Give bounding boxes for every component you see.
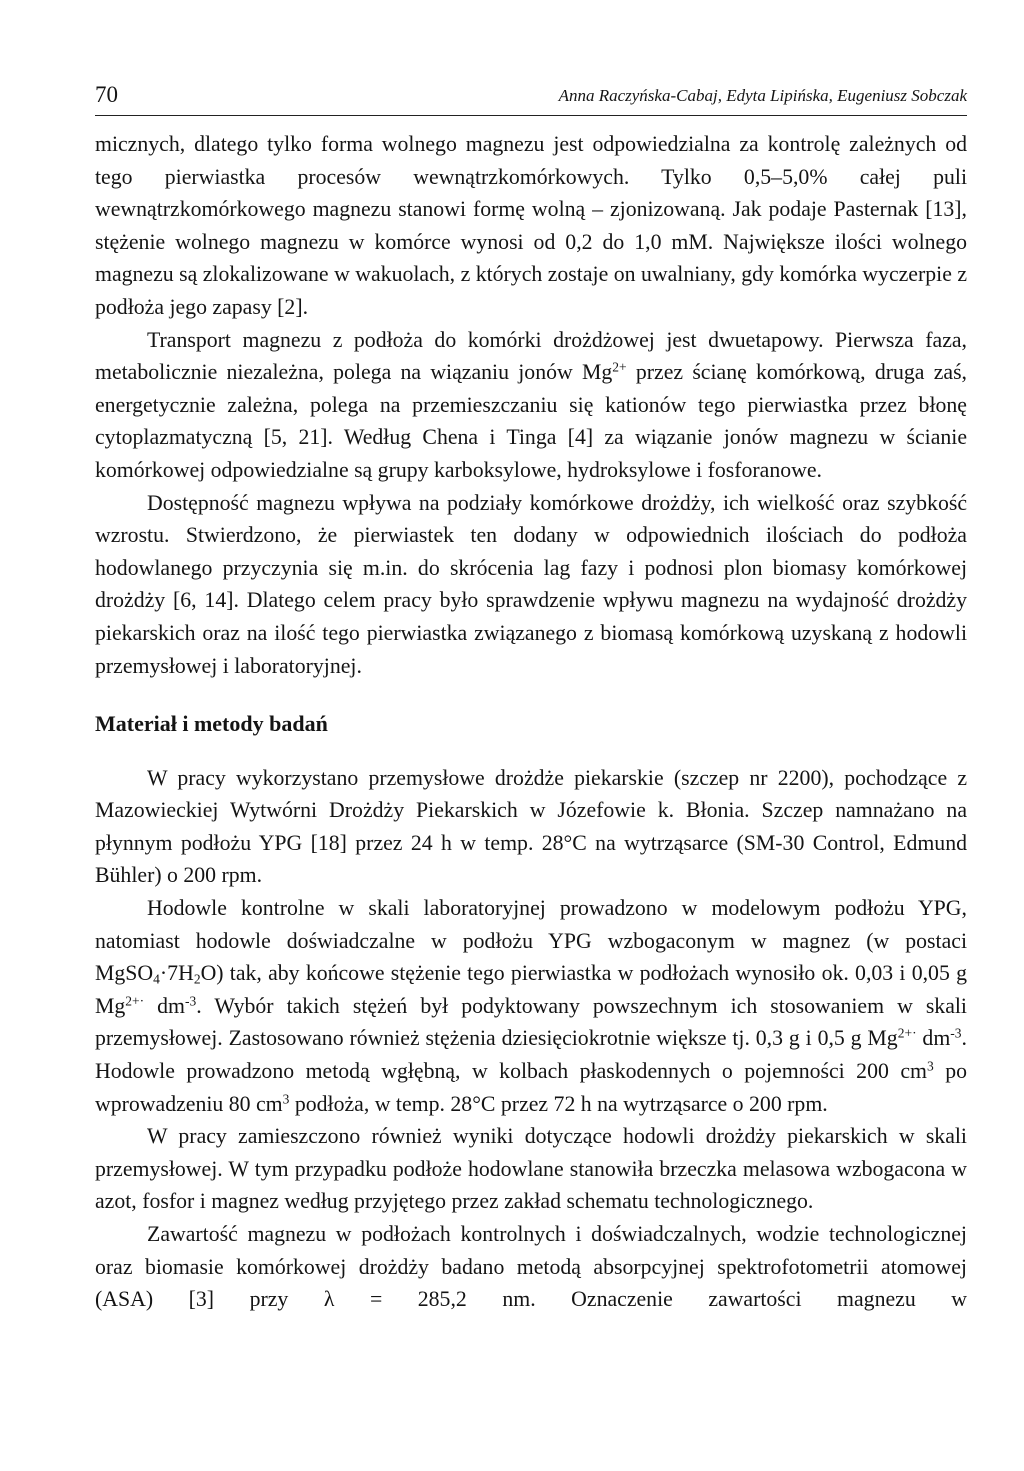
paragraph-3: Dostępność magnezu wpływa na podziały komórkowe drożdży, ich wielkość oraz szybkość wzrostu. Stwierdzono, że pierwiastek ten dodany w odpowiednich ilościach do podłoża hodowlanego przyczynia się m.in. do skrócenia lag fazy i podnosi plon biomasy komórkowej drożdży [6, 14]. Dlatego celem pracy było sprawdzenie wpływu magnezu na wydajność drożdży piekarskich oraz na ilość tego pierwiastka związanego z biomasą komórkową uzyskaną z hodowli przemysłowej i laboratoryjnej. (95, 490, 967, 678)
paragraph-1: micznych, dlatego tylko forma wolnego magnezu jest odpowiedzialna za kontrolę zależnych od tego pierwiastka procesów wewnątrzkomórkowych. Tylko 0,5–5,0% całej puli wewnątrzkomórkowego magnezu stanowi formę wolną – zjonizowaną. Jak podaje Pasternak [13], stężenie wolnego magnezu w komórce wynosi od 0,2 do 1,0 mM. Największe ilości wolnego magnezu są zlokalizowane w wakuolach, z których zostaje on uwalniany, gdy komórka wyczerpie z podłoża jego zapasy [2]. (95, 132, 967, 319)
paragraph-2: Transport magnezu z podłoża do komórki drożdżowej jest dwuetapowy. Pierwsza faza, metabolicznie niezależna, polega na wiązaniu jonów $Mg^{2+}$ przez ścianę komórkową, druga zaś, energetycznie zależna, polega na przemieszczaniu się kationów tego pierwiastka przez błonę cytoplazmatyczną [5, 21]. Według Chena i Tinga [4] za wiązanie jonów magnezu w ścianie komórkowej odpowiedzialne są grupy karboksylowe, hydroksylowe i fosforanowe. (95, 327, 967, 482)
paragraph-5: Hodowle kontrolne w skali laboratoryjnej prowadzono w modelowym podłożu YPG, natomiast hodowle doświadczalne w podłożu YPG wzbogaconym w magnez (w postaci $MgSO_4\cdot 7H_2O$) tak, aby końcowe stężenie tego pierwiastka w podłożach wynosiło ok. 0,03 i 0,05 g $Mg^{2+\cdot}$ $dm^{-3}$. Wybór takich stężeń był podyktowany powszechnym ich stosowaniem w skali przemysłowej. Zastosowano również stężenia dziesięciokrotnie większe tj. 0,3 g i 0,5 g $Mg^{2+\cdot}$ $dm^{-3}$. Hodowle prowadzono metodą wgłębną, w kolbach płaskodennych o pojemności 200 $cm^3$ po wprowadzeniu 80 $cm^3$ podłoża, w temp. 28°C przez 72 h na wytrząsarce o 200 rpm. (95, 896, 967, 1116)
running-header (95, 82, 967, 116)
paragraph-6: W pracy zamieszczono również wyniki dotyczące hodowli drożdży piekarskich w skali przemysłowej. W tym przypadku podłoże hodowlane stanowiła brzeczka melasowa wzbogacona w azot, fosfor i magnez według przyjętego przez zakład schematu technologicznego. (95, 1124, 967, 1214)
paragraph-4: W pracy wykorzystano przemysłowe drożdże piekarskie (szczep nr 2200), pochodzące z Mazowieckiej Wytwórni Drożdży Piekarskich w Józefowie k. Błonia. Szczep namnażano na płynnym podłożu YPG [18] przez 24 h w temp. 28°C na wytrząsarce (SM-30 Control, Edmund Bühler) o 200 rpm. (95, 765, 967, 888)
running-header-authors: Anna Raczyńska-Cabaj, Edyta Lipińska, Eugeniusz Sobczak (558, 86, 967, 105)
body-text (95, 128, 967, 1316)
section-heading: Materiał i metody badań (95, 711, 328, 737)
page-number: 70 (95, 82, 118, 107)
paragraph-7: Zawartość magnezu w podłożach kontrolnych i doświadczalnych, wodzie technologicznej oraz biomasie komórkowej drożdży badano metodą absorpcyjnej spektrofotometrii atomowej (ASA) [3] przy λ = 285,2 nm. Oznaczenie zawartości magnezu w (95, 1222, 967, 1312)
